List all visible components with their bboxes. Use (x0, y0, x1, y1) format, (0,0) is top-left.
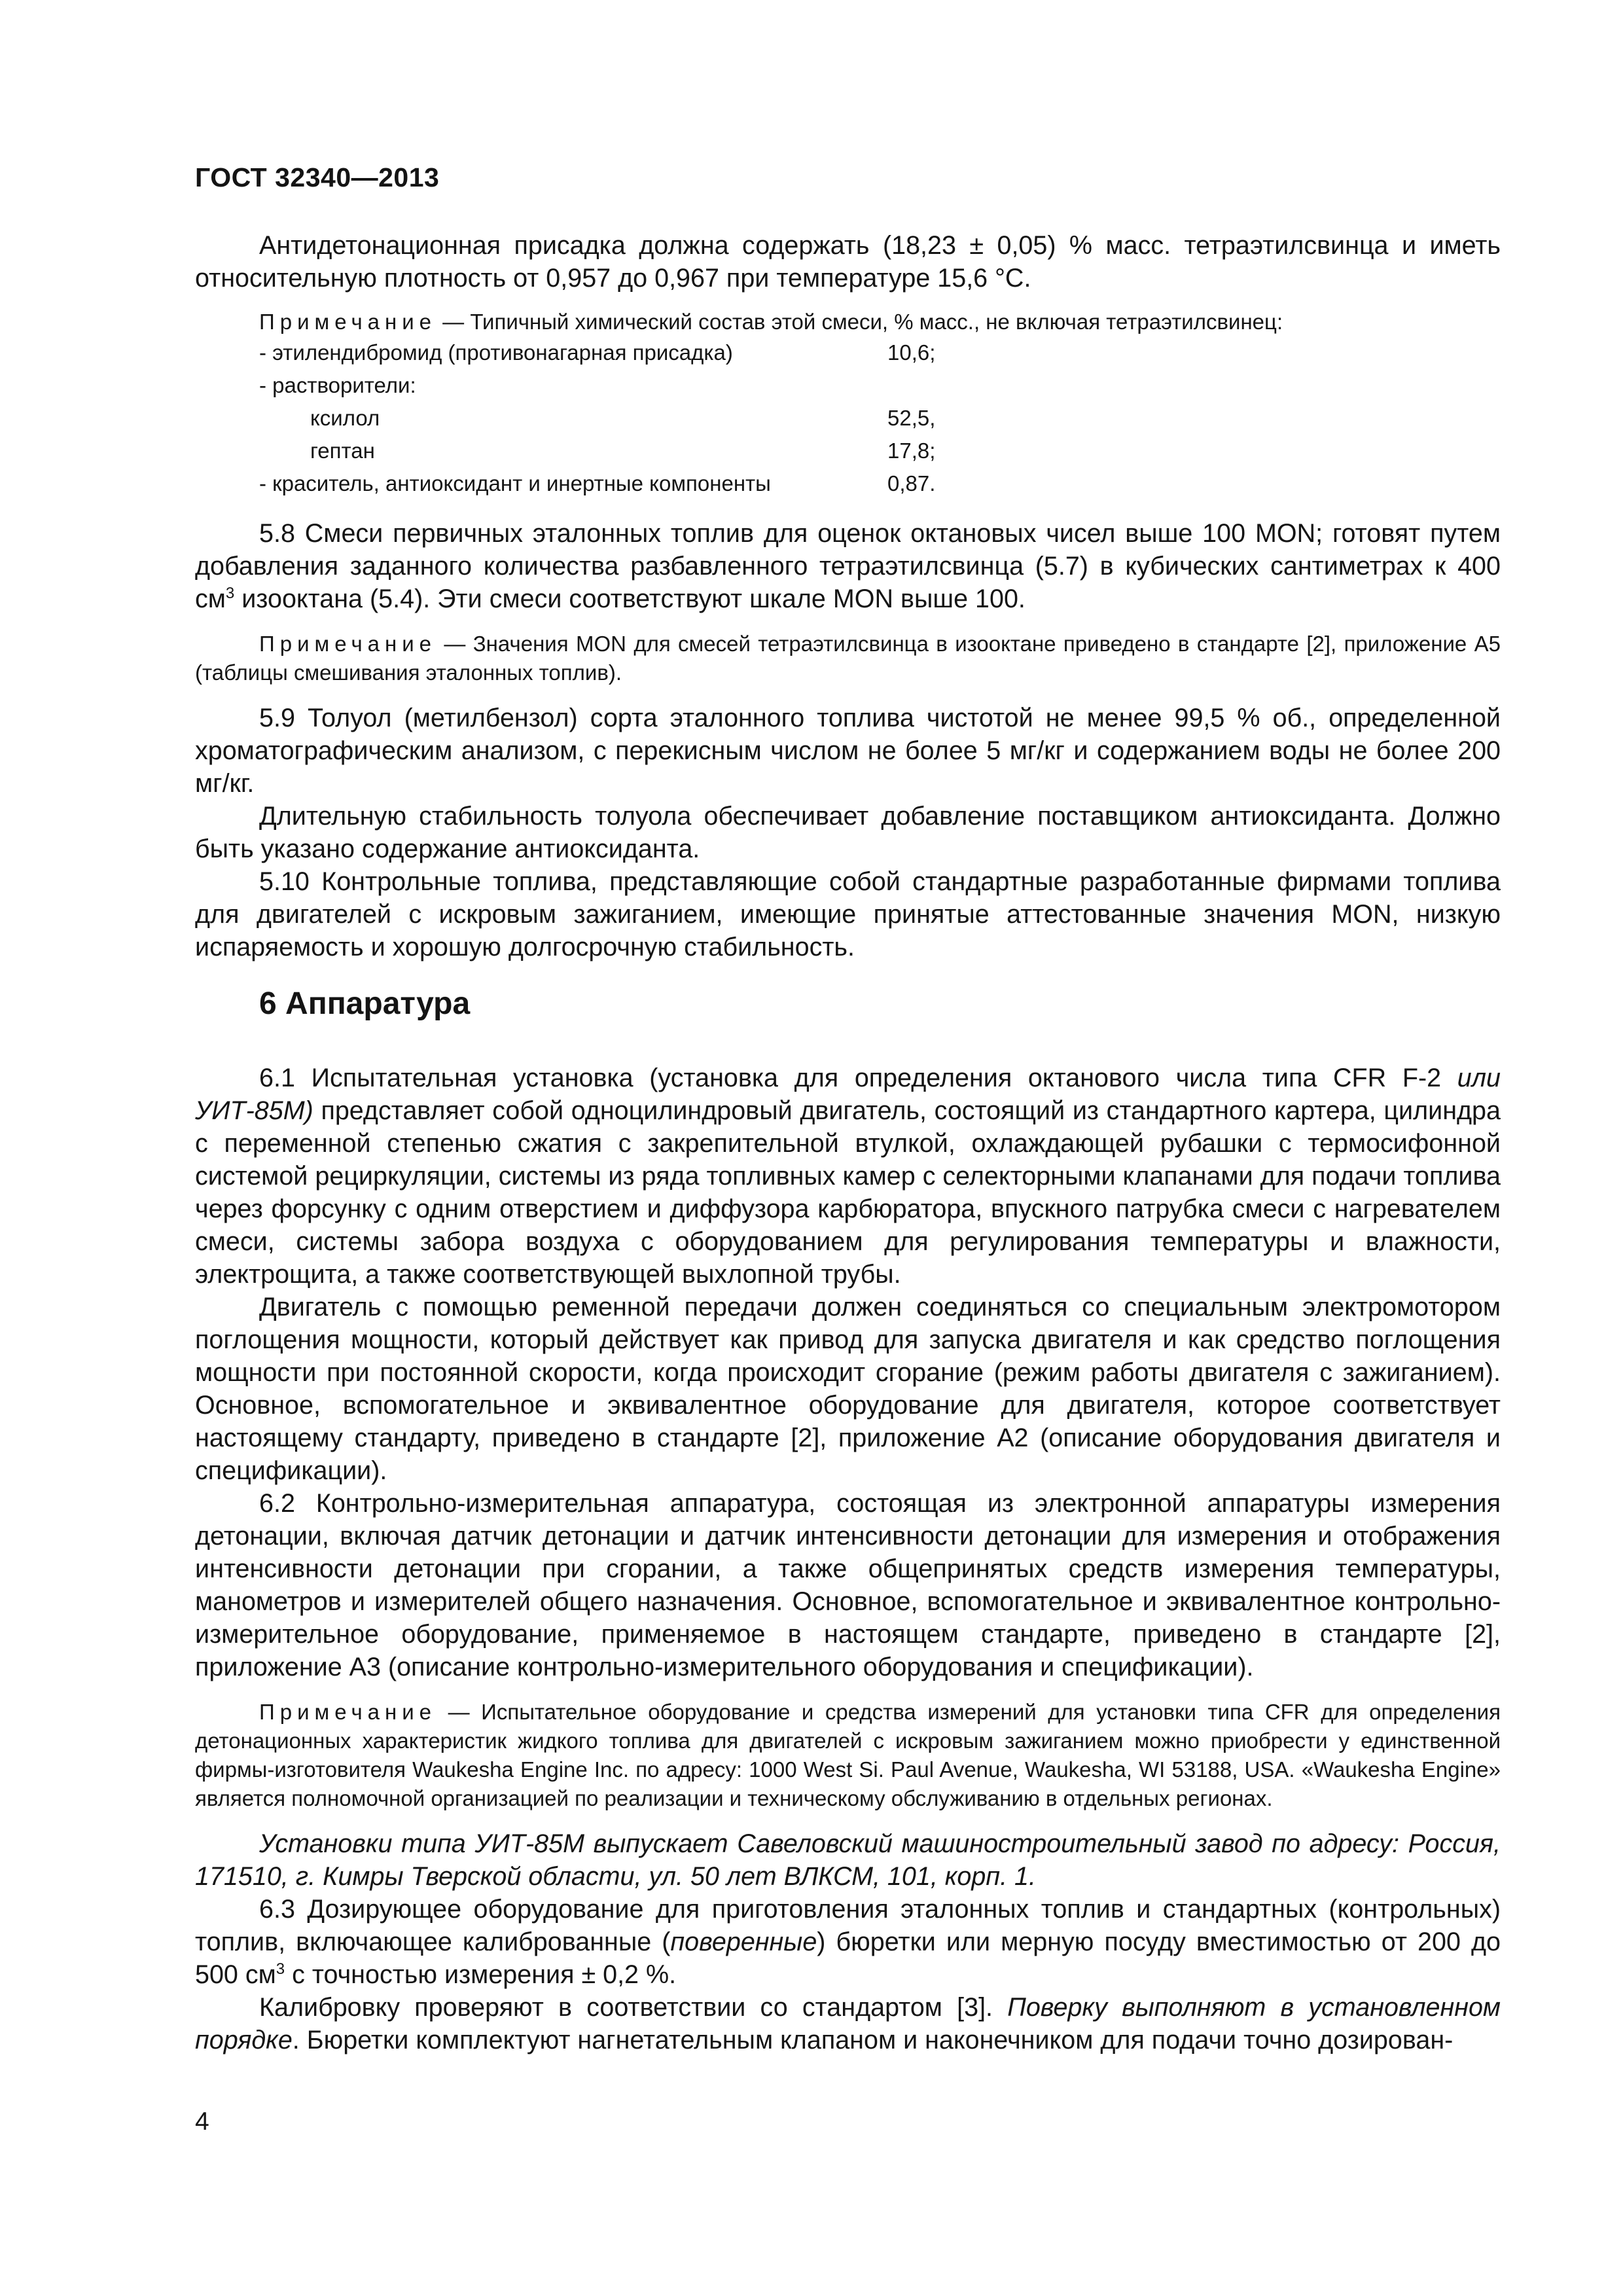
note-mon: Примечание — Значения MON для смесей тетраэтилсвинца в изооктане приведено в стандарте [2], приложение А5 (таблицы смешивания эталонных топлив). (195, 632, 1501, 685)
table-row-value: 17,8; (887, 439, 936, 463)
paragraph-6-3: 6.3 Дозирующее оборудование для приготовления эталонных топлив и стандартных (контрольных) топлив, включающее калиброванные (поверенные) бюретки или мерную посуду вместимостью от 200 до 500 $см^3$ с точностью измерения ± 0,2 %. (195, 1895, 1501, 1989)
table-row-value: 52,5, (887, 406, 936, 430)
paragraph-antiknock: Антидетонационная присадка должна содержать (18,23 ± 0,05) % масс. тетраэтилсвинца и иметь относительную плотность от 0,957 до 0,967 при температуре 15,6 °С. (195, 231, 1501, 293)
section-6-title: 6 Аппаратура (259, 986, 471, 1021)
paragraph-5-10: 5.10 Контрольные топлива, представляющие собой стандартные разработанные фирмами топлива для двигателей с искровым зажиганием, имеющие принятые аттестованные значения MON, низкую испаряемость и хорошую долгосрочную стабильность. (195, 867, 1501, 961)
section-6-body (195, 1062, 1501, 2056)
paragraph-5-9: 5.9 Толуол (метилбензол) сорта эталонного топлива чистотой не менее 99,5 % об., определенной хроматографическим анализом, с перекисным числом не более 5 мг/кг и содержанием воды не более 200 мг/кг. (195, 704, 1501, 798)
paragraph-6-1: 6.1 Испытательная установка (установка для определения октанового числа типа CFR F-2 или УИТ-85М) представляет собой одноцилиндровый двигатель, состоящий из стандартного картера, цилиндра с переменной степенью сжатия с закрепительной втулкой, охлаждающей рубашки с термосифонной системой рециркуляции, системы из ряда топливных камер с селекторными клапанами для подачи топлива через форсунку с одним отверстием и диффузора карбюратора, впускного патрубка смеси с нагревателем смеси, системы забора воздуха с оборудованием для регулирования температуры и влажности, электрощита, а также соответствующей выхлопной трубы. (195, 1064, 1501, 1289)
table-row-name: гептан (310, 439, 375, 463)
paragraph-toluene-stability: Длительную стабильность толуола обеспечивает добавление поставщиком антиоксиданта. Должно быть указано содержание антиоксиданта. (195, 802, 1501, 863)
table-row-value: 0,87. (887, 471, 936, 495)
table-row-value (887, 369, 1018, 402)
section-5-part-a (195, 229, 1501, 500)
page-number: 4 (195, 2108, 209, 2136)
table-row-name: ксилол (310, 406, 380, 430)
paragraph-6-2: 6.2 Контрольно-измерительная аппаратура, состоящая из электронной аппаратуры измерения детонации, включая датчик детонации и датчик интенсивности детонации для измерения и отображения интенсивности детонации при сгорании, а также общепринятых средств измерения температуры, манометров и измерителей общего назначения. Основное, вспомогательное и эквивалентное контрольно-измерительное оборудование, применяемое в настоящем стандарте, приведено в стандарте [2], приложение А3 (описание контрольно-измерительного оборудования и спецификации). (195, 1489, 1501, 1681)
section-5-part-b (195, 517, 1501, 963)
table-row-value: 10,6; (887, 340, 936, 365)
table-row-name: - растворители: (259, 373, 416, 397)
paragraph-engine-drive: Двигатель с помощью ременной передачи должен соединяться со специальным электромотором поглощения мощности, который действует как привод для запуска двигателя и как средство поглощения мощности при постоянной скорости, когда происходит сгорание (режим работы двигателя с зажиганием). Основное, вспомогательное и эквивалентное оборудование для двигателя, которое соответствует настоящему стандарту, приведено в стандарте [2], приложение А2 (описание оборудования двигателя и спецификации). (195, 1293, 1501, 1485)
composition-table (195, 336, 1501, 500)
note-composition: Примечание — Типичный химический состав этой смеси, % масс., не включая тетраэтилсвинец: (259, 310, 1283, 334)
paragraph-calibration: Калибровку проверяют в соответствии со стандартом [3]. Поверку выполняют в установленном порядке. Бюретки комплектуют нагнетательным клапаном и наконечником для подачи точно дозирован- (195, 1993, 1501, 2054)
note-waukesha: Примечание — Испытательное оборудование и средства измерений для установки типа CFR для определения детонационных характеристик жидкого топлива для двигателей с искровым зажиганием можно приобрести у единственной фирмы-изготовителя Waukesha Engine Inc. по адресу: 1000 West Si. Paul Avenue, Waukesha, WI 53188, USA. «Waukesha Engine» является полномочной организацией по реализации и техническому обслуживанию в отдельных регионах. (195, 1700, 1501, 1810)
paragraph-5-8: 5.8 Смеси первичных эталонных топлив для оценок октановых чисел выше 100 MON; готовят путем добавления заданного количества разбавленного тетраэтилсвинца (5.7) в кубических сантиметрах к 400 $см^3$ изооктана (5.4). Эти смеси соответствуют шкале MON выше 100. (195, 519, 1501, 613)
document-header: ГОСТ 32340—2013 (195, 162, 440, 192)
table-row-name: - этилендибромид (противонагарная присадка) (259, 340, 733, 365)
table-row-name: - краситель, антиоксидант и инертные компоненты (259, 471, 771, 495)
paragraph-uit-85m: Установки типа УИТ-85М выпускает Савеловский машиностроительный завод по адресу: Россия, 171510, г. Кимры Тверской области, ул. 50 лет ВЛКСМ, 101, корп. 1. (195, 1829, 1501, 1891)
